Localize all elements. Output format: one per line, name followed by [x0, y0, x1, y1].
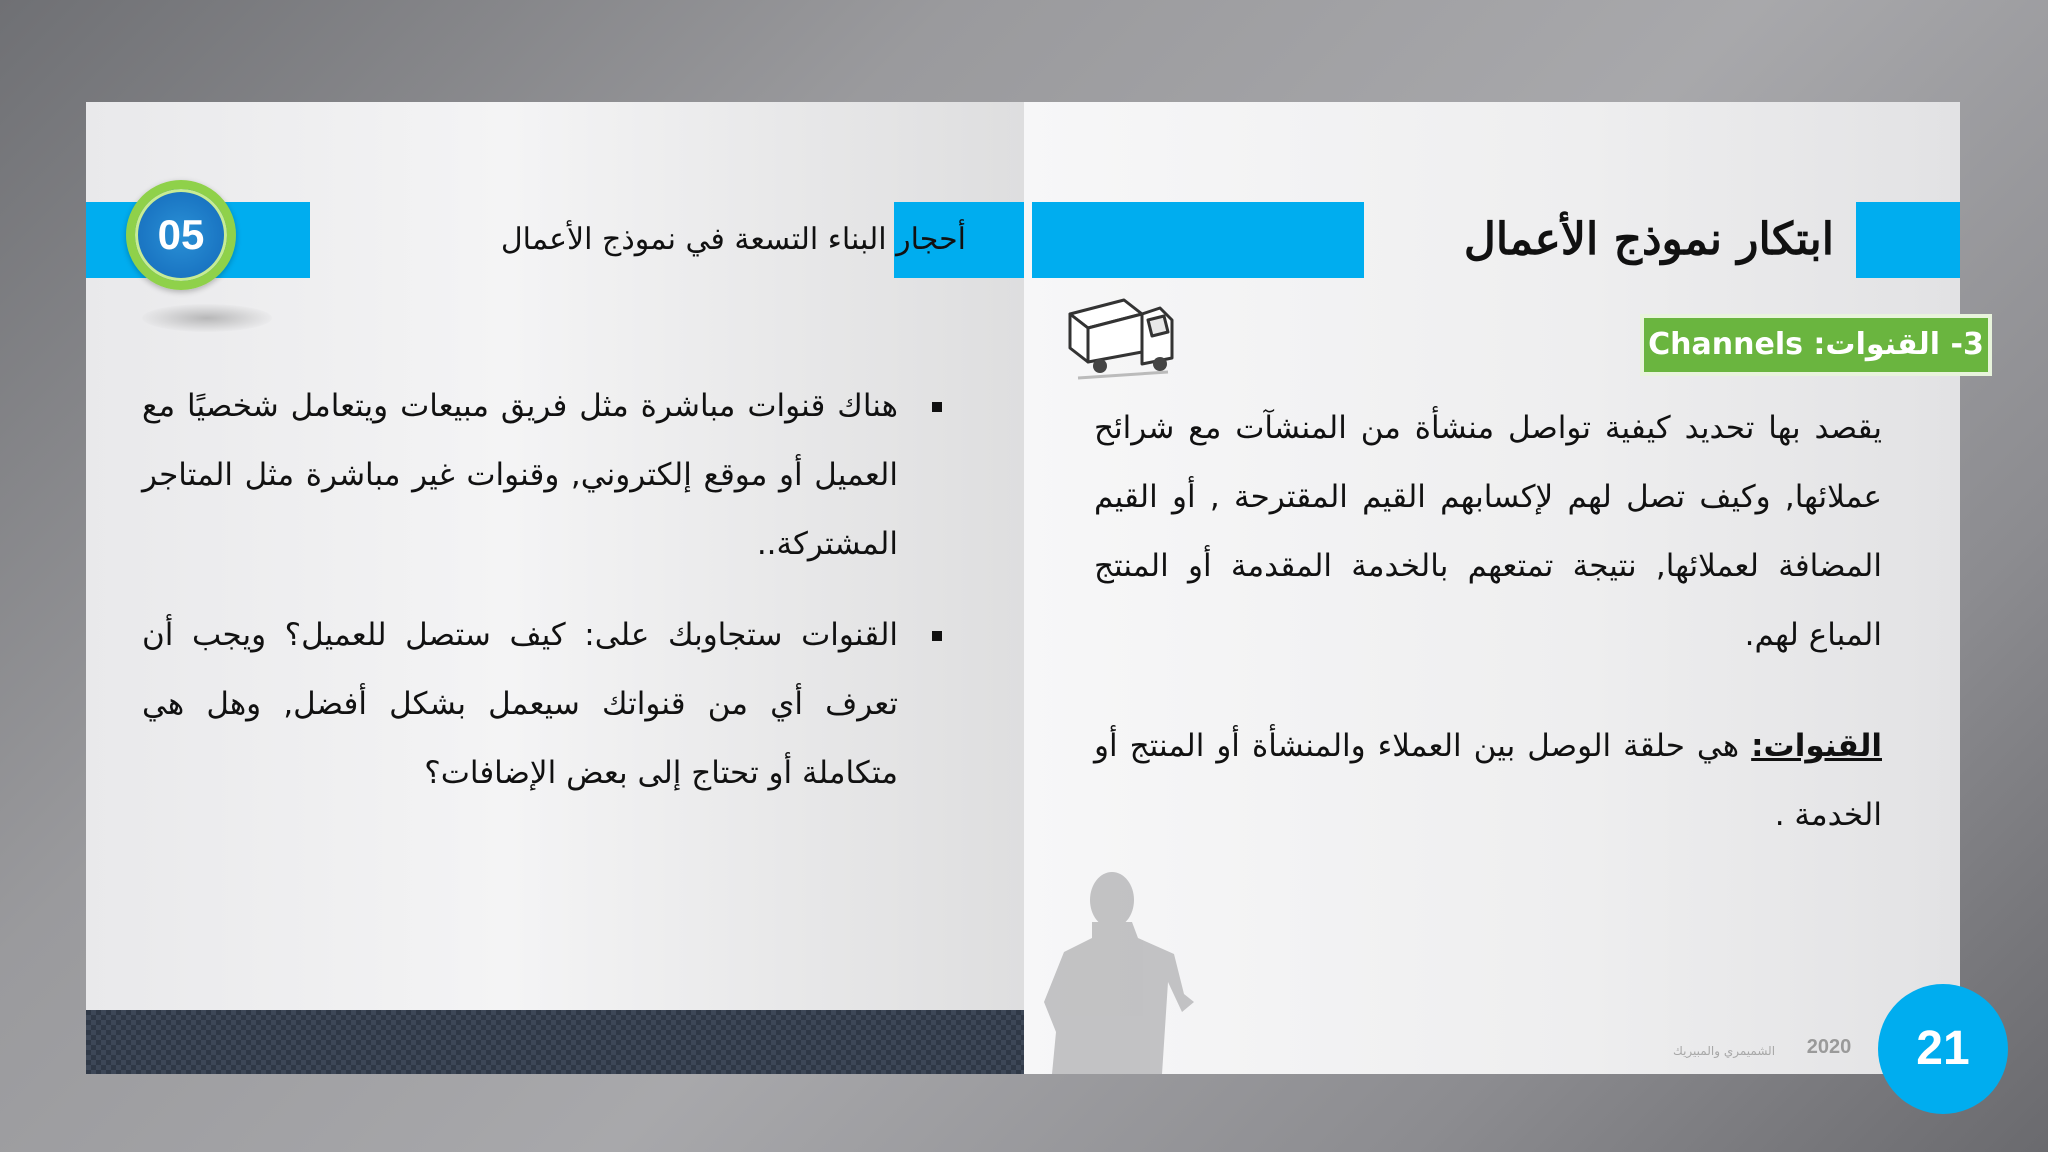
- book-spread: [86, 102, 1984, 1074]
- definition-term: القنوات:: [1751, 728, 1882, 764]
- left-header-title: أحجار البناء التسعة في نموذج الأعمال: [500, 222, 966, 257]
- definition-paragraph: [1094, 712, 1882, 850]
- person-silhouette: [1034, 862, 1214, 1074]
- chapter-number: 05: [157, 211, 205, 258]
- intro-paragraph: يقصد بها تحديد كيفية تواصل منشأة من المنشآت مع شرائح عملائها, وكيف تصل لهم لإكسابهم القيم المقترحة , أو القيم المضافة لعملائها, نتيجة تمتعهم بالخدمة المقدمة أو المنتج المباع لهم.: [1094, 410, 1882, 653]
- left-page: [86, 102, 1024, 1074]
- footer-pattern: [86, 1010, 1024, 1074]
- ring-shadow: [142, 304, 272, 332]
- right-page: [1024, 102, 1984, 1074]
- right-body: [1094, 394, 1882, 892]
- bullet-item: هناك قنوات مباشرة مثل فريق مبيعات ويتعامل شخصيًا مع العميل أو موقع إلكتروني, وقنوات غير مباشرة مثل المتاجر المشتركة..: [142, 372, 942, 579]
- footer-year: 2020: [1806, 1036, 1852, 1058]
- right-header-title: ابتكار نموذج الأعمال: [1463, 214, 1834, 265]
- left-body: [142, 372, 942, 830]
- section-badge: 3- القنوات: Channels: [1640, 314, 1992, 376]
- page-number-badge: 21: [1878, 984, 2008, 1114]
- right-header-bar: [1032, 202, 1364, 278]
- bullet-item: القنوات ستجاوبك على: كيف ستصل للعميل؟ ويجب أن تعرف أي من قنواتك سيعمل بشكل أفضل, وهل هي متكاملة أو تحتاج إلى بعض الإضافات؟: [142, 601, 942, 808]
- truck-icon: [1064, 292, 1184, 392]
- footer-author: الشميمري والمبيريك: [1672, 1044, 1776, 1058]
- right-header-bar-right: [1856, 202, 1960, 278]
- definition-text: هي حلقة الوصل بين العملاء والمنشأة أو المنتج أو الخدمة .: [1094, 728, 1882, 833]
